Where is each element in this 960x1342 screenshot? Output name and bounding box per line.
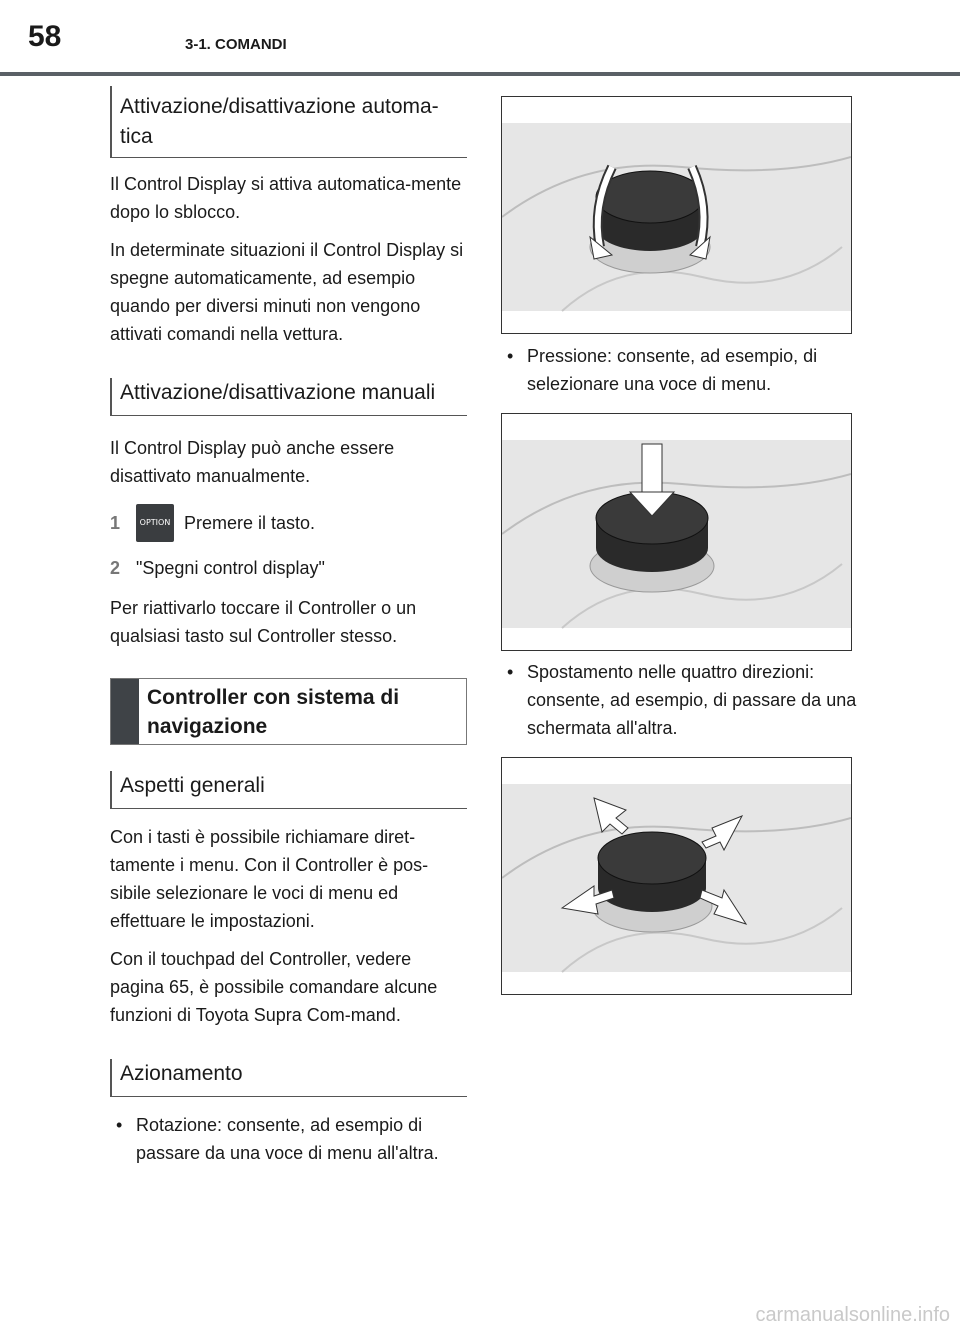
step-1-text: Premere il tasto. (184, 513, 316, 533)
controller-move-illustration (502, 758, 851, 994)
step-2 (110, 554, 467, 582)
bullet-dot: • (507, 346, 514, 366)
step-2-text: "Spegni control display" (136, 558, 325, 578)
step-2-number: 2 (110, 558, 121, 578)
paragraph-auto-1: Il Control Display si attiva automatica-mente dopo lo sblocco. (110, 174, 462, 222)
subheading-operation (110, 1059, 467, 1097)
figure-rotation (501, 96, 852, 334)
watermark: carmanualsonline.info (755, 1304, 950, 1326)
figure-move (501, 757, 852, 995)
subheading-general (110, 771, 467, 809)
paragraph-manual-2: Per riattivarlo toccare il Controller o un qualsiasi tasto sul Controller stesso. (110, 598, 417, 646)
bullet-dot: • (507, 662, 514, 682)
bullet-move-text: Spostamento nelle quattro direzioni: consente, ad esempio, di passare da una schermata all'altra. (527, 662, 857, 738)
subheading-manual (110, 378, 467, 416)
option-button-icon: OPTION (136, 504, 174, 542)
bullet-rotation-text: Rotazione: consente, ad esempio di passare da una voce di menu all'altra. (136, 1115, 439, 1163)
page-number: 58 (28, 20, 62, 53)
section-heading-text: Controller con sistema di navigazione (147, 686, 400, 738)
controller-press-illustration (502, 414, 851, 650)
bullet-press (501, 342, 878, 398)
left-column (110, 86, 467, 1167)
controller-rotation-illustration (502, 97, 851, 333)
header-rule (0, 72, 960, 76)
paragraph-general-1: Con i tasti è possibile richiamare diret-tamente i menu. Con il Controller è pos-sibile selezionare le voci di menu ed effettuare le impostazioni. (110, 827, 429, 931)
subheading-general-text: Aspetti generali (120, 774, 265, 797)
figure-press (501, 413, 852, 651)
subheading-auto-text: Attivazione/disattivazione automa-tica (120, 95, 439, 148)
bullet-rotation (110, 1111, 467, 1167)
bullet-press-text: Pressione: consente, ad esempio, di selezionare una voce di menu. (527, 346, 818, 394)
subheading-manual-text: Attivazione/disattivazione manuali (120, 381, 436, 404)
step-1-number: 1 (110, 513, 121, 533)
paragraph-auto-2: In determinate situazioni il Control Display si spegne automaticamente, ad esempio quando per diversi minuti non vengono attivati comandi nella vettura. (110, 240, 464, 344)
step-1 (110, 504, 467, 542)
subheading-operation-text: Azionamento (120, 1062, 243, 1085)
subheading-auto (110, 86, 467, 158)
paragraph-manual-1: Il Control Display può anche essere disattivato manualmente. (110, 438, 395, 486)
bullet-move (501, 658, 878, 742)
section-heading-bar (111, 679, 139, 744)
bullet-dot: • (116, 1115, 123, 1135)
section-header: 3-1. COMANDI (185, 36, 287, 53)
paragraph-general-2: Con il touchpad del Controller, vedere pagina 65, è possibile comandare alcune funzioni di Toyota Supra Com-mand. (110, 949, 438, 1025)
section-heading-controller (110, 678, 467, 745)
